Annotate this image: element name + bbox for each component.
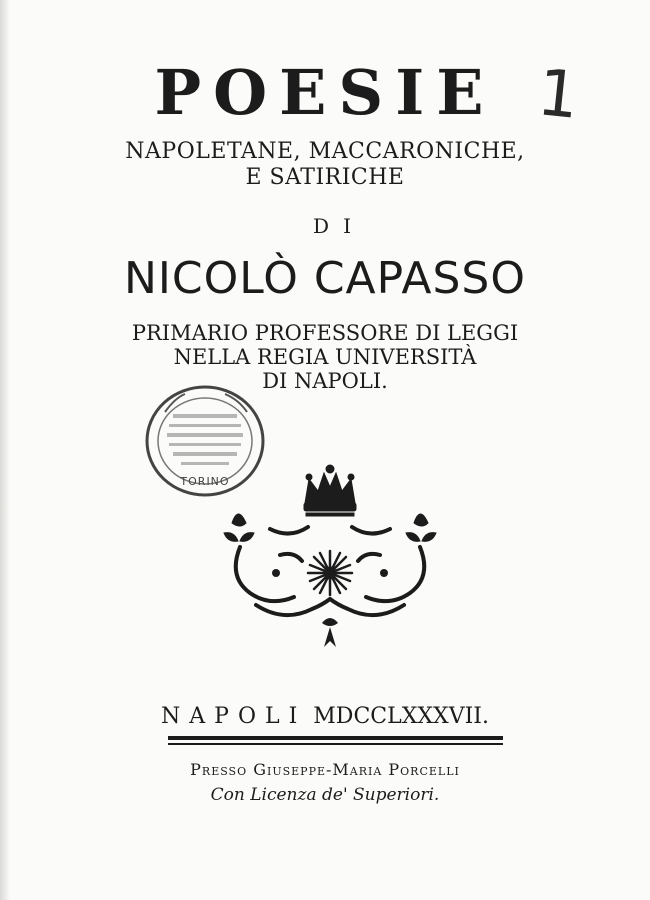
binding-edge bbox=[0, 0, 10, 900]
printer-line: Presso Giuseppe-Maria Porcelli bbox=[190, 760, 460, 779]
imprint-rule-thin bbox=[168, 743, 503, 745]
subtitle-line-1: NAPOLETANE, MACCARONICHE, bbox=[125, 139, 525, 164]
license-line: Con Licenza de' Superiori. bbox=[210, 785, 440, 805]
book-title: POESIE bbox=[154, 56, 496, 129]
author-name: NICOLÒ CAPASSO bbox=[124, 253, 526, 304]
crown-ornament-icon bbox=[210, 455, 450, 665]
profession-line-1: PRIMARIO PROFESSORE DI LEGGI bbox=[131, 321, 519, 345]
imprint-year: MDCCLXXXVII. bbox=[313, 704, 489, 729]
profession-line-2: NELLA REGIA UNIVERSITÀ bbox=[173, 345, 477, 369]
imprint-rule-thick bbox=[168, 736, 503, 740]
by-word: DI bbox=[313, 214, 365, 238]
imprint-city: NAPOLI bbox=[161, 704, 307, 729]
handwritten-number: 1 bbox=[534, 56, 583, 134]
stamp-text: TORINO bbox=[180, 475, 230, 488]
subtitle-line-2: E SATIRICHE bbox=[245, 165, 405, 190]
imprint-line bbox=[60, 703, 590, 731]
profession-line-3: DI NAPOLI. bbox=[262, 369, 388, 393]
